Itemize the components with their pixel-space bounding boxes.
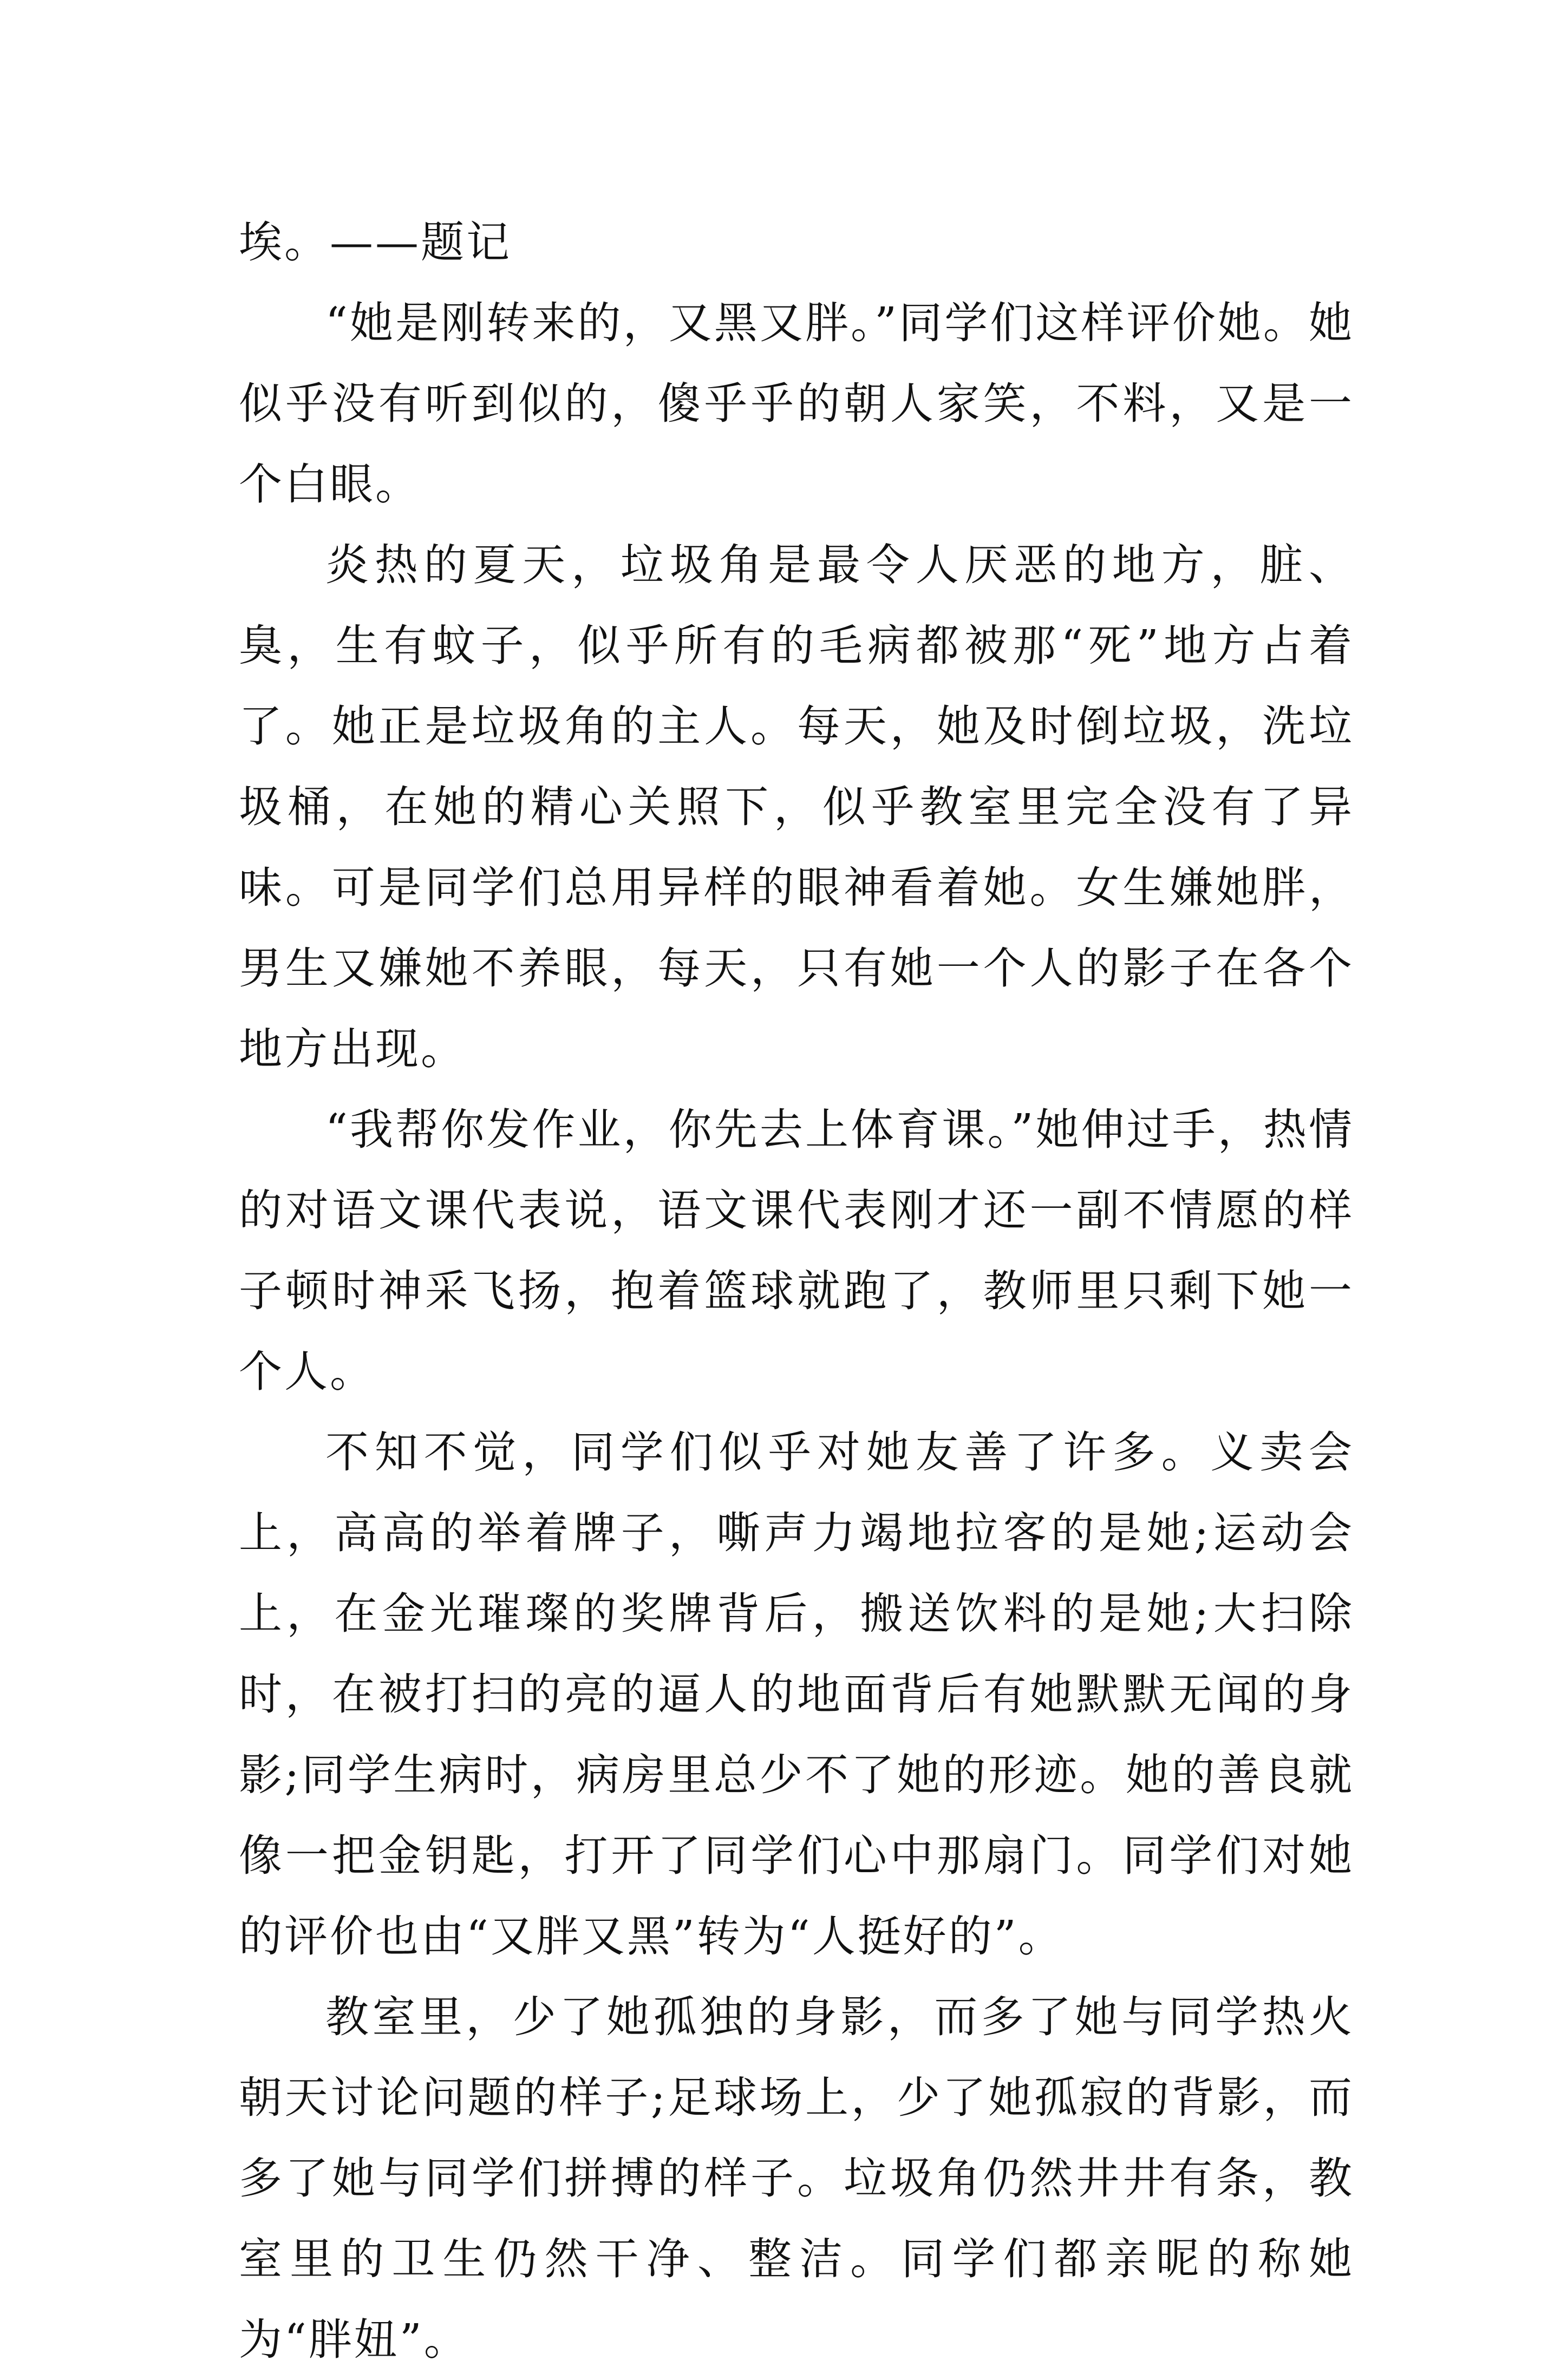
paragraph-2: 炎热的夏天，垃圾角是最令人厌恶的地方，脏、臭，生有蚊子，似乎所有的毛病都被那“死”地方占着了。她正是垃圾角的主人。每天，她及时倒垃圾，洗垃圾桶，在她的精心关照下，似乎教室里完全没有了异味。可是同学们总用异样的眼神看着她。女生嫌她胖，男生又嫌她不养眼，每天，只有她一个人的影子在各个地方出现。 xyxy=(239,540,1354,1074)
paragraph-epigraph-end: 埃。——题记 xyxy=(239,217,512,267)
paragraph-3: “我帮你发作业，你先去上体育课。”她伸过手，热情的对语文课代表说，语文课代表刚才还一副不情愿的样子顿时神采飞扬，抱着篮球就跑了，教师里只剩下她一个人。 xyxy=(239,1104,1354,1397)
paragraph-5: 教室里，少了她孤独的身影，而多了她与同学热火朝天讨论问题的样子;足球场上，少了她孤寂的背影，而多了她与同学们拼搏的样子。垃圾角仍然井井有条，教室里的卫生仍然干净、整洁。同学们都亲昵的称她为“胖妞”。 xyxy=(239,1992,1354,2365)
paragraph-4: 不知不觉，同学们似乎对她友善了许多。义卖会上，高高的举着牌子，嘶声力竭地拉客的是她;运动会上，在金光璀璨的奖牌背后，搬送饮料的是她;大扫除时，在被打扫的亮的逼人的地面背后有她默默无闻的身影;同学生病时，病房里总少不了她的形迹。她的善良就像一把金钥匙，打开了同学们心中那扇门。同学们对她的评价也由“又胖又黑”转为“人挺好的”。 xyxy=(239,1427,1354,1961)
document-body xyxy=(239,202,1354,2380)
paragraph-1: “她是刚转来的，又黑又胖。”同学们这样评价她。她似乎没有听到似的，傻乎乎的朝人家笑，不料，又是一个白眼。 xyxy=(239,298,1354,509)
